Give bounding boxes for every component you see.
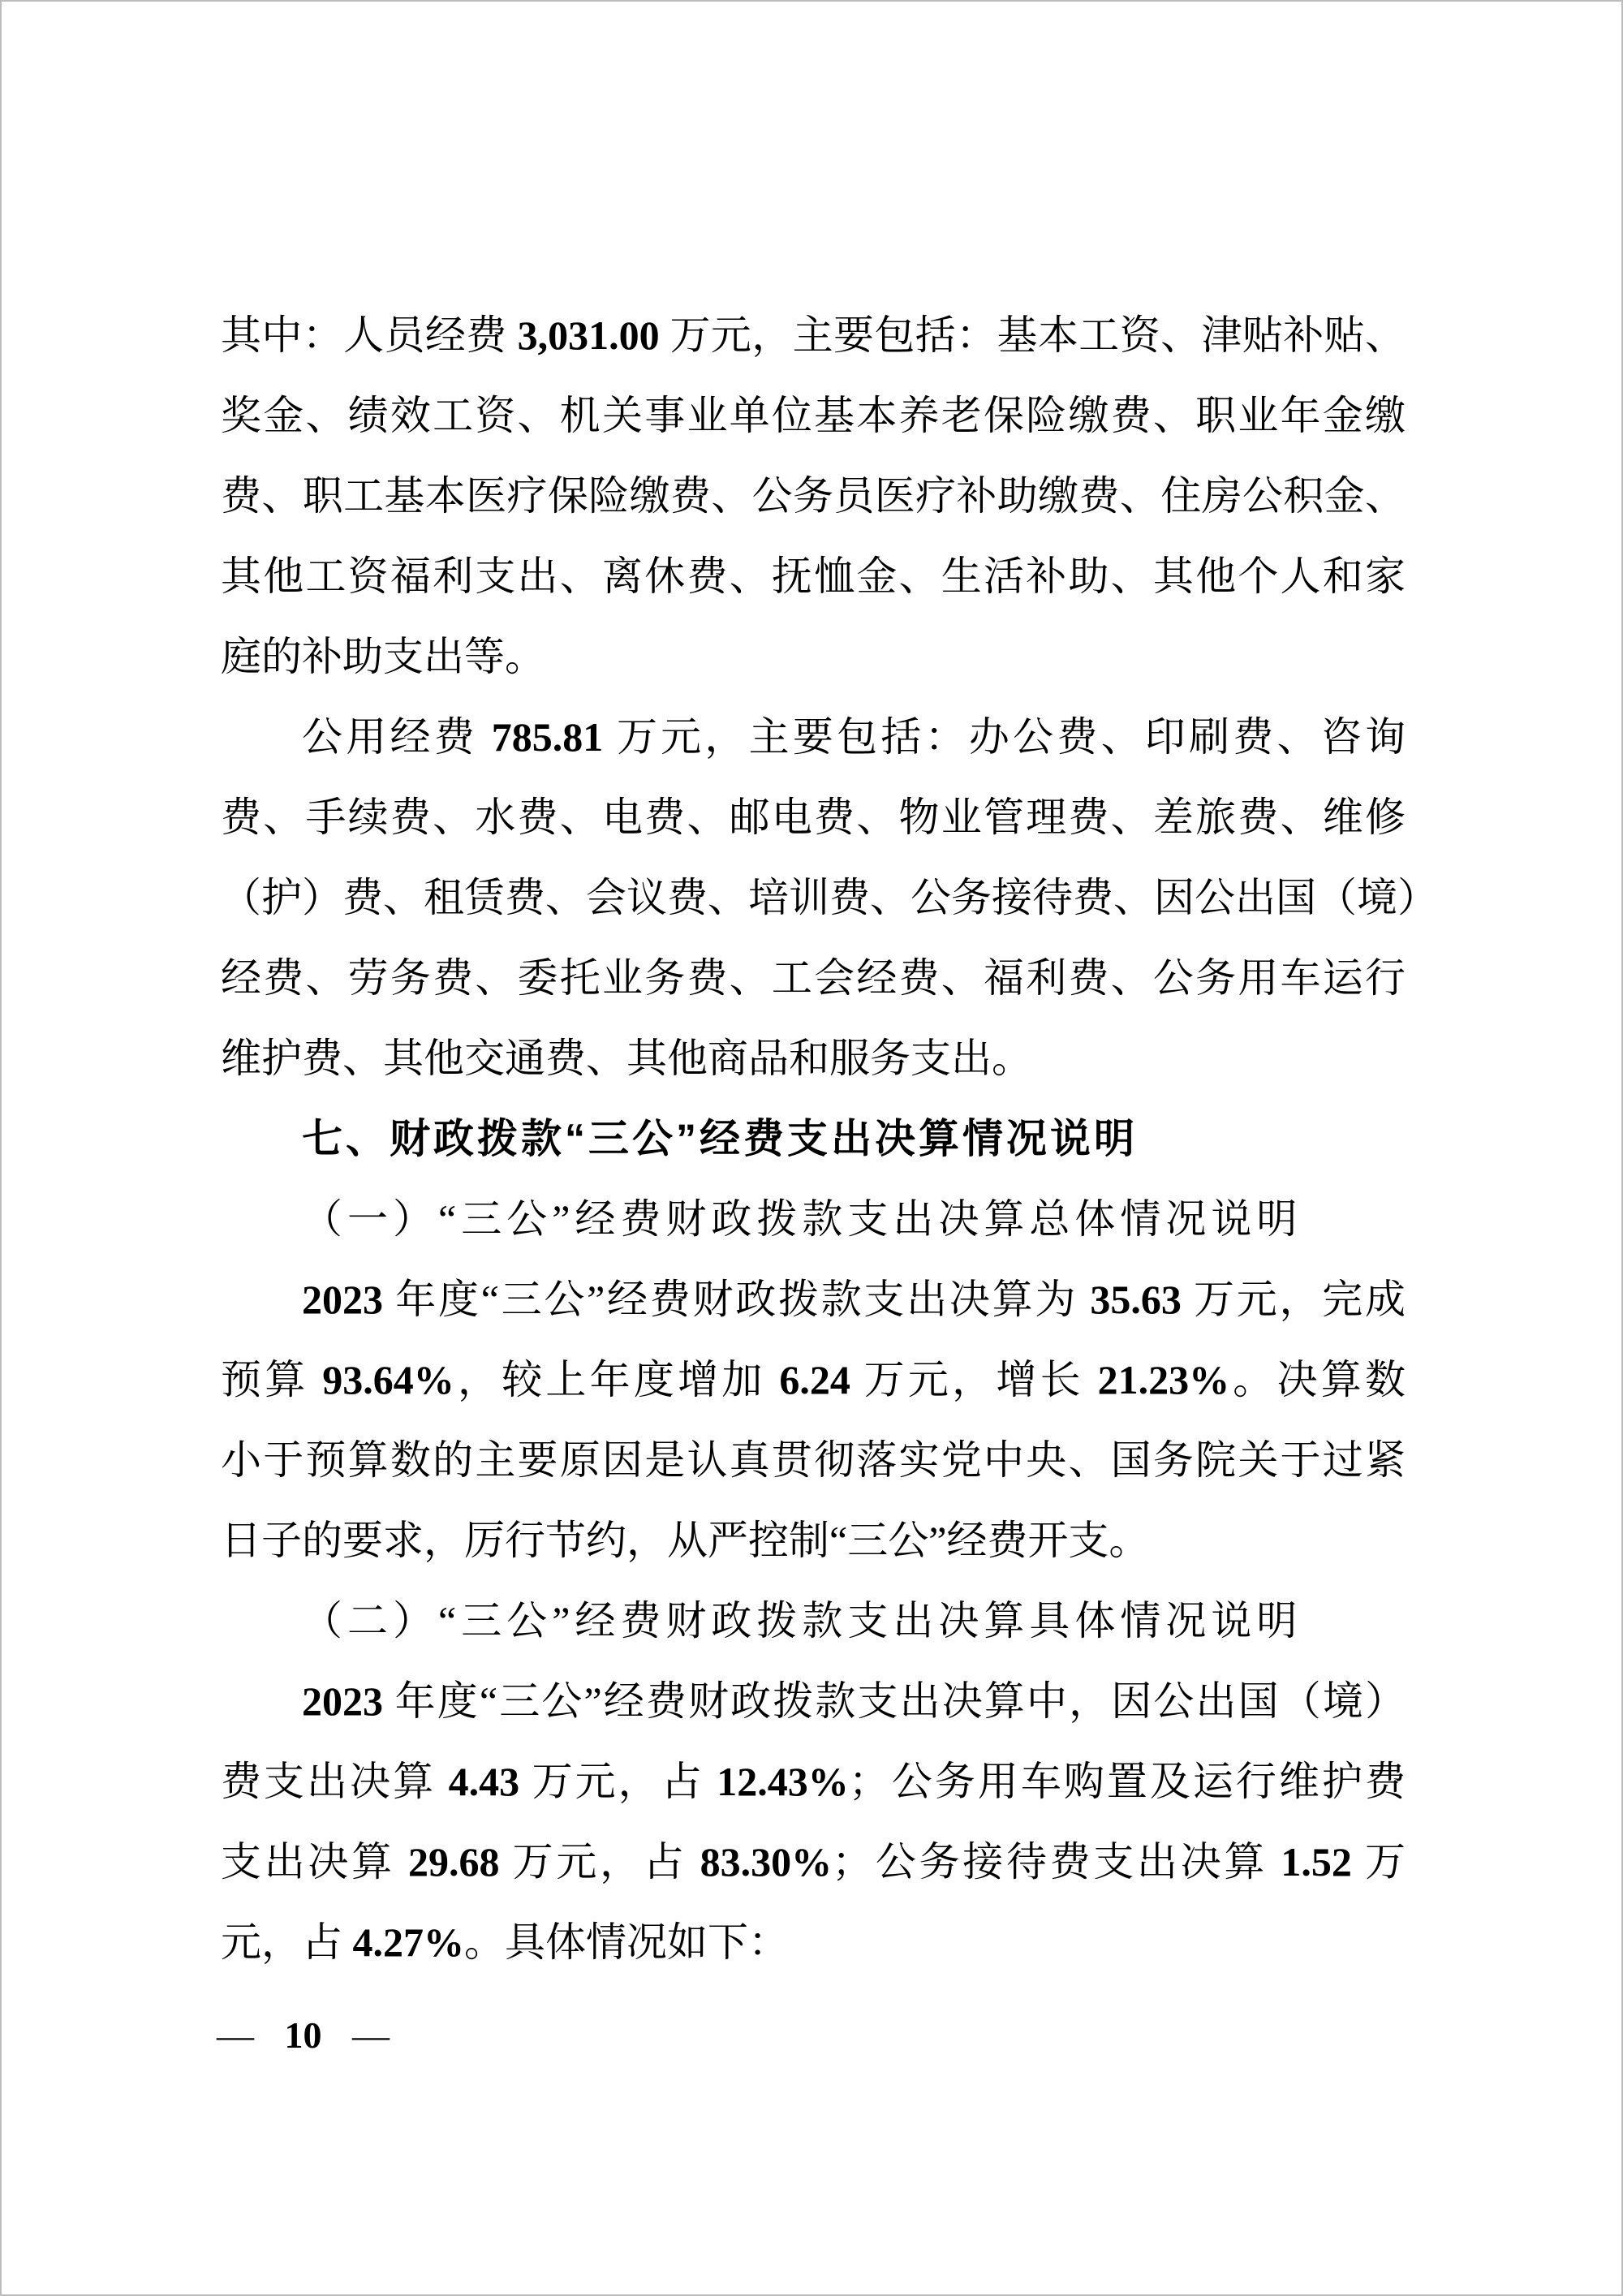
- bold-number: 83.30%: [700, 1839, 833, 1885]
- bold-number: 1.52: [1281, 1839, 1352, 1885]
- text-line: [221, 295, 1406, 376]
- text-run: 奖金、绩效工资、机关事业单位基本养老保险缴费、职业年金缴: [221, 393, 1406, 438]
- bold-number: 2023: [302, 1277, 383, 1322]
- text-line: [221, 376, 1406, 456]
- bold-number: 35.63: [1090, 1277, 1182, 1322]
- text-line: [221, 697, 1406, 778]
- bold-number: 21.23%: [1097, 1357, 1230, 1402]
- text-run: ；公务用车购置及运行维护费: [848, 1759, 1406, 1804]
- text-run: 万元，占: [519, 1759, 717, 1804]
- text-line: [221, 1661, 1406, 1742]
- text-run: 万元，主要包括：基本工资、津贴补贴、: [659, 312, 1406, 358]
- text-line: [221, 456, 1406, 536]
- text-run: 其中：人员经费: [221, 312, 518, 358]
- page-number-value: 10: [284, 2014, 322, 2056]
- text-run: 其他工资福利支出、离休费、抚恤金、生活补助、其他个人和家: [221, 554, 1406, 599]
- text-run: 万元，占: [499, 1839, 700, 1885]
- text-run: 预算: [221, 1357, 323, 1402]
- text-run: 日子的要求，厉行节约，从严控制“三公”经费开支。: [221, 1518, 1150, 1563]
- text-run: （一）“三公”经费财政拨款支出决算总体情况说明: [302, 1196, 1302, 1242]
- text-line: [221, 1501, 1406, 1581]
- subsection-heading: [221, 1581, 1406, 1661]
- text-line: [221, 1420, 1406, 1501]
- text-line: [221, 858, 1438, 938]
- text-run: 万: [1351, 1839, 1406, 1885]
- text-run: 费支出决算: [221, 1759, 449, 1804]
- bold-number: 3,031.00: [517, 312, 660, 358]
- text-run: 。决算数: [1229, 1357, 1406, 1402]
- text-line: [221, 617, 1406, 697]
- text-line: [221, 1340, 1406, 1420]
- text-run: 七、财政拨款“三公”经费支出决算情况说明: [302, 1116, 1138, 1161]
- text-run: ；公务接待费支出决算: [832, 1839, 1281, 1885]
- text-line: [221, 1822, 1406, 1902]
- bold-number: 785.81: [491, 714, 604, 760]
- text-run: 费、手续费、水费、电费、邮电费、物业管理费、差旅费、维修: [221, 795, 1406, 840]
- text-run: 庭的补助支出等。: [221, 634, 545, 679]
- bold-number: 4.27%: [352, 1919, 464, 1965]
- subsection-heading: [221, 1179, 1406, 1260]
- text-run: 小于预算数的主要原因是认真贯彻落实党中央、国务院关于过紧: [221, 1437, 1406, 1483]
- text-run: 经费、劳务费、委托业务费、工会经费、福利费、公务用车运行: [221, 955, 1406, 1001]
- bold-number: 6.24: [779, 1357, 850, 1402]
- bold-number: 12.43%: [717, 1759, 849, 1804]
- text-run: 万元，增长: [850, 1357, 1098, 1402]
- page-number: [217, 2013, 390, 2058]
- text-run: 。具体情况如下：: [464, 1919, 789, 1965]
- text-run: 年度“三公”经费财政拨款支出决算为: [383, 1277, 1091, 1322]
- page-number-dash-right: —: [352, 2014, 390, 2056]
- bold-number: 4.43: [448, 1759, 520, 1804]
- text-run: 支出决算: [221, 1839, 408, 1885]
- text-run: 年度“三公”经费财政拨款支出决算中，因公出国（境）: [383, 1678, 1406, 1724]
- document-body: [221, 295, 1438, 1983]
- text-line: [221, 1019, 1406, 1099]
- text-line: [221, 778, 1406, 858]
- bold-number: 2023: [302, 1678, 383, 1724]
- text-line: [221, 1742, 1406, 1822]
- text-run: （护）费、租赁费、会议费、培训费、公务接待费、因公出国（境）: [221, 875, 1438, 920]
- bold-number: 93.64%: [322, 1357, 454, 1402]
- text-line: [221, 536, 1406, 617]
- text-run: 万元，主要包括：办公费、印刷费、咨询: [603, 714, 1406, 760]
- text-line: [221, 1902, 1406, 1983]
- text-run: ，较上年度增加: [454, 1357, 780, 1402]
- text-run: 维护费、其他交通费、其他商品和服务支出。: [221, 1036, 1032, 1081]
- text-run: 公用经费: [302, 714, 492, 760]
- text-line: [221, 938, 1406, 1019]
- bold-number: 29.68: [407, 1839, 500, 1885]
- page-number-dash-left: —: [217, 2014, 254, 2056]
- text-run: （二）“三公”经费财政拨款支出决算具体情况说明: [302, 1598, 1302, 1643]
- text-run: 费、职工基本医疗保险缴费、公务员医疗补助缴费、住房公积金、: [221, 473, 1406, 519]
- section-heading: [221, 1099, 1406, 1179]
- text-run: 万元，完成: [1181, 1277, 1406, 1322]
- text-run: 元，占: [221, 1919, 353, 1965]
- text-line: [221, 1260, 1406, 1340]
